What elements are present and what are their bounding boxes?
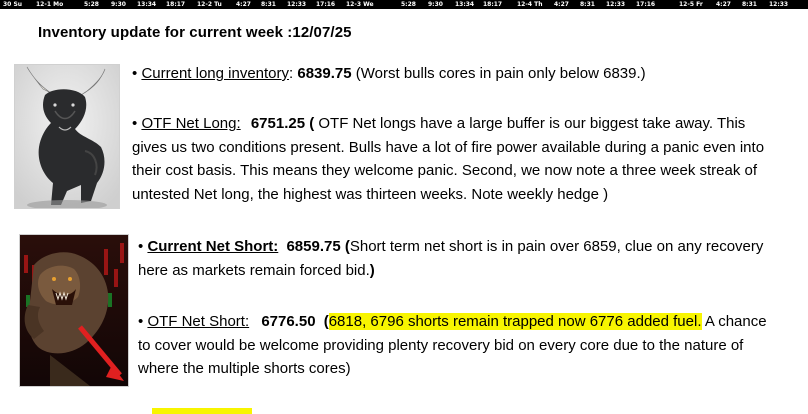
current-long-item	[132, 62, 782, 86]
time-label: 4:27	[236, 1, 251, 8]
time-label: 8:31	[261, 1, 276, 8]
current-long-label: Current long inventory	[141, 65, 290, 82]
time-label: 4:27	[554, 1, 569, 8]
time-label: 12:33	[606, 1, 626, 8]
time-label: 17:16	[636, 1, 656, 8]
highlight-mark	[152, 408, 252, 414]
otf-net-long-note: OTF Net longs have a large buffer is our biggest take away. This gives us two conditions present. Bulls have a lot of fire power available during a panic even into their cost basis. This means they welcome panic. Second, we now note a three week streak of untested Net long, the highest was thirteen weeks. Note weekly hedge )	[132, 115, 765, 203]
time-label: 13:34	[137, 1, 157, 8]
current-net-short-close: )	[369, 261, 375, 279]
otf-net-short-item	[138, 310, 778, 381]
current-long-value: 6839.75	[297, 65, 352, 82]
time-label: 30 Su	[3, 1, 23, 8]
time-label: 9:30	[111, 1, 126, 8]
time-label: 12-5 Fr	[679, 1, 703, 8]
time-axis-strip	[0, 0, 808, 9]
otf-net-long-item	[132, 112, 784, 206]
page-title: Inventory update for current week :12/07/25	[38, 24, 352, 41]
time-label: 9:30	[428, 1, 443, 8]
current-long-note: (Worst bulls cores in pain only below 6839.)	[355, 65, 646, 82]
current-net-short-label: Current Net Short:	[147, 238, 279, 255]
time-label: 5:28	[401, 1, 416, 8]
otf-net-long-label: OTF Net Long:	[141, 115, 241, 132]
current-net-short-note: Short term net short is in pain over 6859, clue on any recovery here as markets remain forced bid.	[138, 238, 764, 279]
current-net-short-item	[138, 235, 778, 282]
trapped-shorts-highlight: 6818, 6796 shorts remain trapped now 6776 added fuel.	[328, 313, 702, 330]
otf-net-short-label: OTF Net Short:	[147, 313, 250, 330]
current-net-short-value: 6859.75 (	[286, 238, 350, 255]
otf-net-short-value: 6776.50	[261, 313, 316, 330]
otf-net-short-paren: (	[323, 313, 329, 330]
time-label: 18:17	[483, 1, 503, 8]
time-label: 13:34	[455, 1, 475, 8]
time-label: 5:28	[84, 1, 99, 8]
time-label: 12:33	[769, 1, 789, 8]
time-label: 12-4 Th	[517, 1, 543, 8]
time-label: 8:31	[742, 1, 757, 8]
bullet: •	[138, 313, 144, 330]
time-label: 12-2 Tu	[197, 1, 222, 8]
bullet: •	[132, 65, 138, 82]
time-label: 18:17	[166, 1, 186, 8]
bullet: •	[138, 238, 144, 255]
bear-image	[19, 234, 129, 387]
time-label: 12:33	[287, 1, 307, 8]
bullet: •	[132, 115, 138, 132]
time-label: 4:27	[716, 1, 731, 8]
time-label: 17:16	[316, 1, 336, 8]
label-colon: :	[289, 65, 294, 82]
time-label: 12-3 We	[346, 1, 374, 8]
otf-net-short-note: A chance to cover would be welcome providing plenty recovery bid on every core due to the nature of where the multiple shorts cores)	[138, 313, 767, 377]
otf-net-long-value: 6751.25 (	[250, 115, 315, 132]
time-label: 12-1 Mo	[36, 1, 64, 8]
bull-image	[14, 64, 120, 209]
time-label: 8:31	[580, 1, 595, 8]
